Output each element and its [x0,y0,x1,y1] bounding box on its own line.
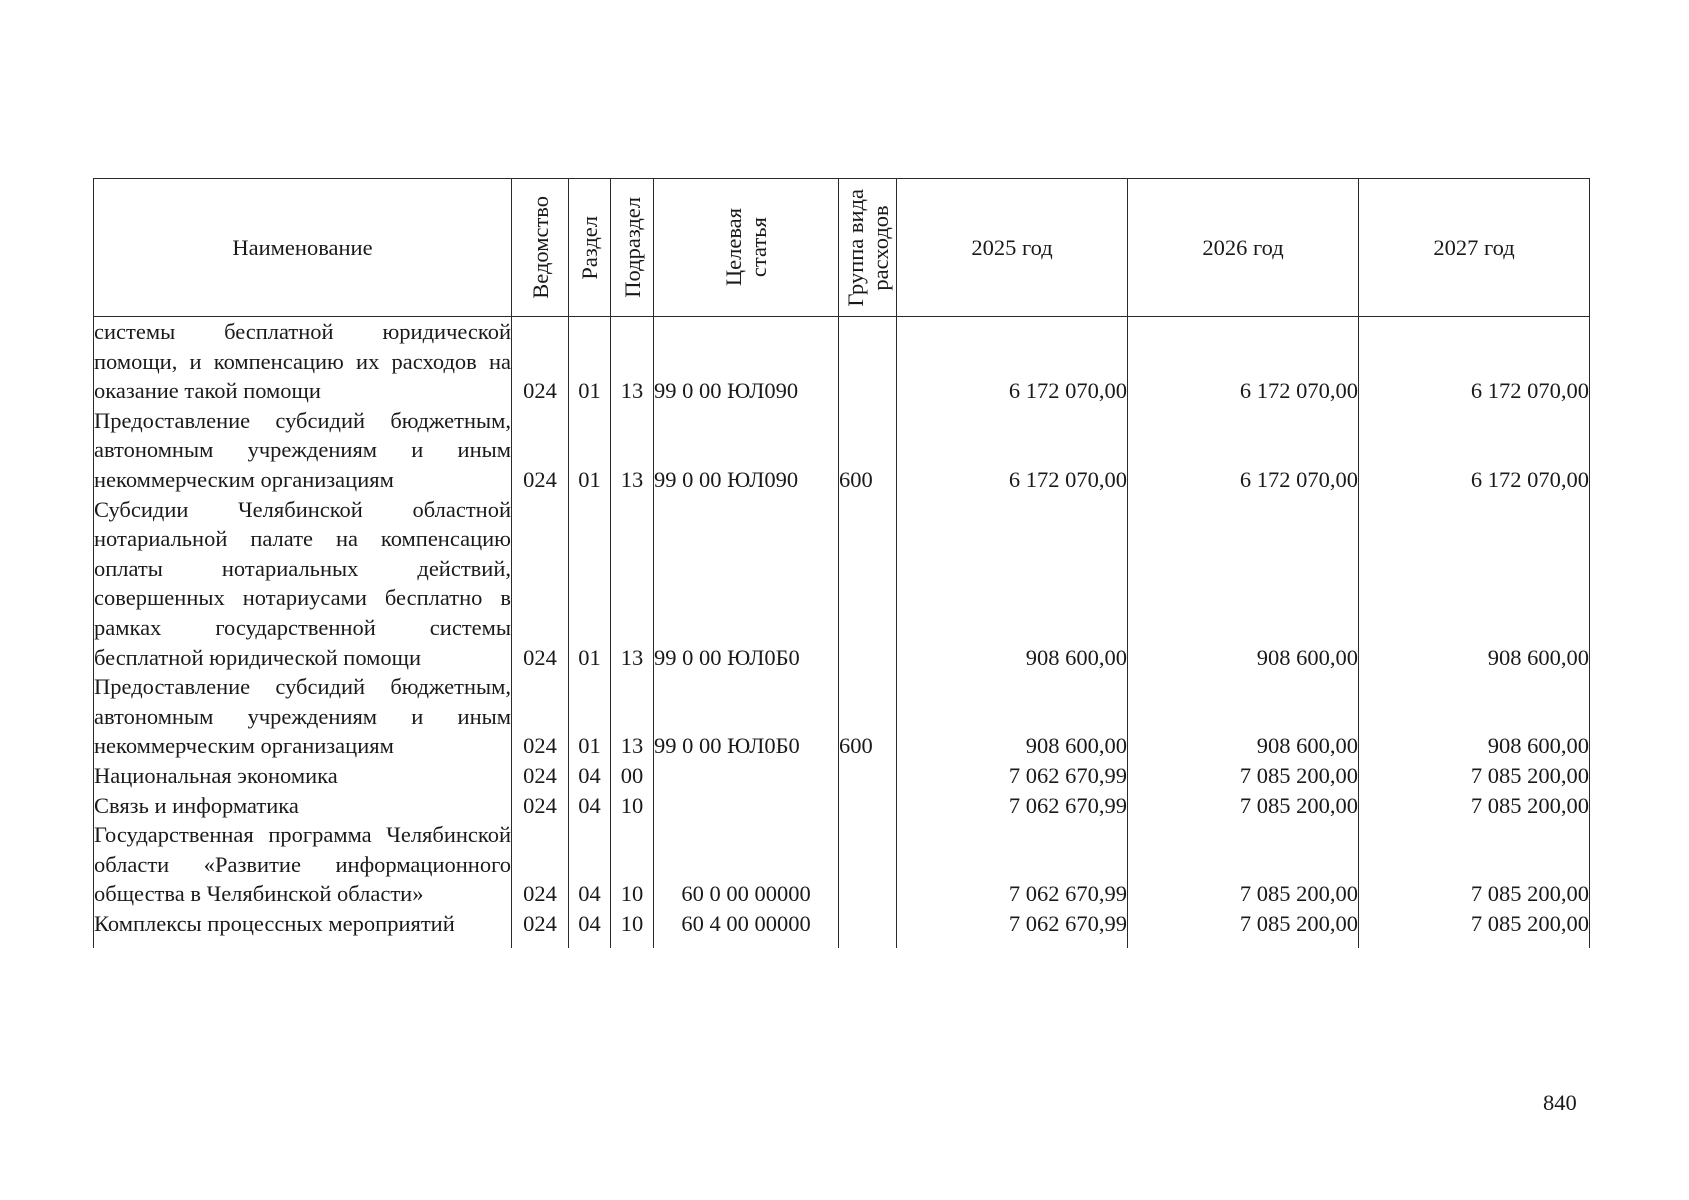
table-row-spacer [94,938,1590,948]
header-exp-line2: расходов [867,204,893,291]
table-row [94,317,1590,406]
row-2025: 7 062 670,99 [897,909,1128,939]
row-name: Предоставление субсидий бюджетным, автономным учреждениям и иным некоммерческим организациям [94,406,512,495]
header-name [94,179,512,317]
header-2026-label: 2026 год [1202,234,1284,260]
row-2027: 7 085 200,00 [1359,909,1590,939]
row-target [654,761,839,791]
header-target-line2: статья [746,217,771,278]
spacer-cell [839,938,897,948]
row-section: 04 [569,909,611,939]
header-target [654,179,839,317]
row-dept: 024 [512,820,569,909]
spacer-cell [569,938,611,948]
header-section [569,179,611,317]
header-target-line1: Целевая [721,208,746,287]
row-2025: 6 172 070,00 [897,317,1128,406]
spacer-cell [1359,938,1590,948]
spacer-cell [654,938,839,948]
row-target: 99 0 00 ЮЛ0Б0 [654,495,839,673]
row-subsection: 10 [611,791,654,821]
row-name: системы бесплатной юридической помощи, и компенсацию их расходов на оказание такой помощи [94,317,512,406]
row-2026: 6 172 070,00 [1128,406,1359,495]
row-subsection: 10 [611,820,654,909]
header-2026 [1128,179,1359,317]
row-subsection: 13 [611,406,654,495]
spacer-cell [611,938,654,948]
row-subsection: 13 [611,495,654,673]
row-subsection: 10 [611,909,654,939]
row-2026: 7 085 200,00 [1128,820,1359,909]
header-2025-label: 2025 год [971,234,1053,260]
table-body [94,317,1590,949]
row-2027: 908 600,00 [1359,672,1590,761]
row-subsection: 13 [611,317,654,406]
spacer-cell [1128,938,1359,948]
row-exp [839,909,897,939]
row-exp [839,820,897,909]
page-number: 840 [1543,1090,1577,1115]
row-section: 01 [569,672,611,761]
row-name: Предоставление субсидий бюджетным, автономным учреждениям и иным некоммерческим организациям [94,672,512,761]
table-row [94,672,1590,761]
table-row [94,791,1590,821]
row-2025: 6 172 070,00 [897,406,1128,495]
row-exp [839,495,897,673]
row-target: 60 4 00 00000 [654,909,839,939]
row-2027: 6 172 070,00 [1359,317,1590,406]
row-section: 04 [569,820,611,909]
row-2026: 908 600,00 [1128,672,1359,761]
row-target [654,791,839,821]
row-2025: 7 062 670,99 [897,791,1128,821]
row-dept: 024 [512,406,569,495]
row-2025: 908 600,00 [897,495,1128,673]
row-section: 01 [569,406,611,495]
spacer-cell [897,938,1128,948]
table-row [94,761,1590,791]
row-exp [839,791,897,821]
row-dept: 024 [512,495,569,673]
row-dept: 024 [512,672,569,761]
table-row [94,406,1590,495]
row-section: 01 [569,495,611,673]
header-target-label [721,208,771,286]
row-section: 04 [569,761,611,791]
row-name: Связь и информатика [94,791,512,821]
table-row [94,909,1590,939]
row-target: 99 0 00 ЮЛ090 [654,406,839,495]
row-dept: 024 [512,761,569,791]
row-exp [839,761,897,791]
row-target: 99 0 00 ЮЛ090 [654,317,839,406]
row-2025: 7 062 670,99 [897,761,1128,791]
row-subsection: 13 [611,672,654,761]
row-2026: 6 172 070,00 [1128,317,1359,406]
row-exp [839,317,897,406]
row-2026: 908 600,00 [1128,495,1359,673]
header-2025 [897,179,1128,317]
row-2026: 7 085 200,00 [1128,791,1359,821]
header-exp [839,179,897,317]
header-2027-label: 2027 год [1433,234,1515,260]
header-name-label: Наименование [232,234,373,260]
row-target: 60 0 00 00000 [654,820,839,909]
row-name: Национальная экономика [94,761,512,791]
table-header [94,179,1590,317]
header-exp-line1: Группа вида [842,188,868,307]
row-2027: 7 085 200,00 [1359,820,1590,909]
row-target: 99 0 00 ЮЛ0Б0 [654,672,839,761]
row-section: 04 [569,791,611,821]
table-row [94,495,1590,673]
budget-table [93,178,1590,948]
row-dept: 024 [512,909,569,939]
header-section-label: Раздел [577,215,602,280]
row-2026: 7 085 200,00 [1128,761,1359,791]
row-2027: 7 085 200,00 [1359,761,1590,791]
header-subsection [611,179,654,317]
row-name: Комплексы процессных мероприятий [94,909,512,939]
row-dept: 024 [512,791,569,821]
spacer-cell [512,938,569,948]
row-2025: 7 062 670,99 [897,820,1128,909]
row-dept: 024 [512,317,569,406]
row-2027: 6 172 070,00 [1359,406,1590,495]
spacer-cell [94,938,512,948]
header-exp-label [843,189,893,307]
row-2027: 908 600,00 [1359,495,1590,673]
header-dept [512,179,569,317]
header-subsection-label: Подраздел [619,197,645,298]
row-subsection: 00 [611,761,654,791]
row-section: 01 [569,317,611,406]
row-exp: 600 [839,672,897,761]
row-name: Государственная программа Челябинской области «Развитие информационного общества в Челябинской области» [94,820,512,909]
row-2025: 908 600,00 [897,672,1128,761]
row-name: Субсидии Челябинской областной нотариальной палате на компенсацию оплаты нотариальных действий, совершенных нотариусами бесплатно в рамках государственной системы бесплатной юридической помощи [94,495,512,673]
row-2026: 7 085 200,00 [1128,909,1359,939]
header-2027 [1359,179,1590,317]
row-exp: 600 [839,406,897,495]
row-2027: 7 085 200,00 [1359,791,1590,821]
header-dept-label: Ведомство [527,196,553,299]
table-row [94,820,1590,909]
